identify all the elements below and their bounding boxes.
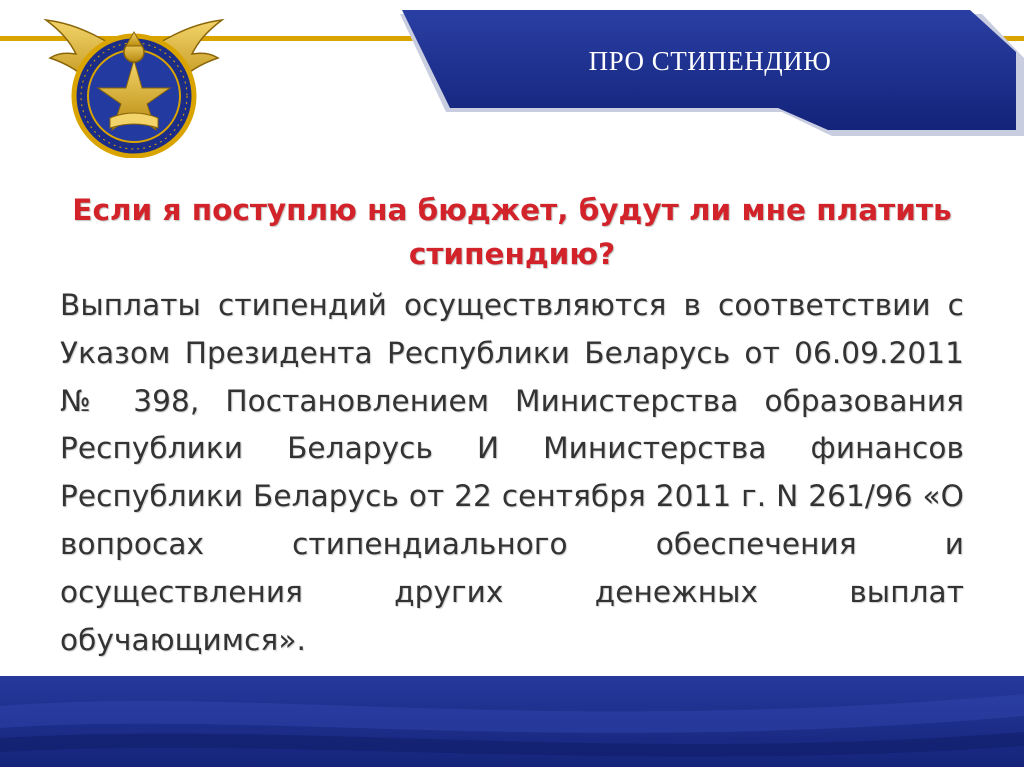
question-heading: Если я поступлю на бюджет, будут ли мне платить стипендию? <box>72 193 952 271</box>
footer-band <box>0 676 1024 767</box>
answer-paragraph: Выплаты стипендий осуществляются в соответствии с Указом Президента Республики Беларусь от 06.09.2011 № 398, Постановлением Министерства образования Республики Беларусь И Министерства финансов Республики Беларусь от 22 сентября 2011 г. N 261/96 «О вопросах стипендиального обеспечения и осуществления других денежных выплат обучающимся». <box>60 288 964 657</box>
academy-eagle-emblem-icon <box>40 2 228 158</box>
page-title: ПРО СТИПЕНДИЮ <box>588 46 832 76</box>
